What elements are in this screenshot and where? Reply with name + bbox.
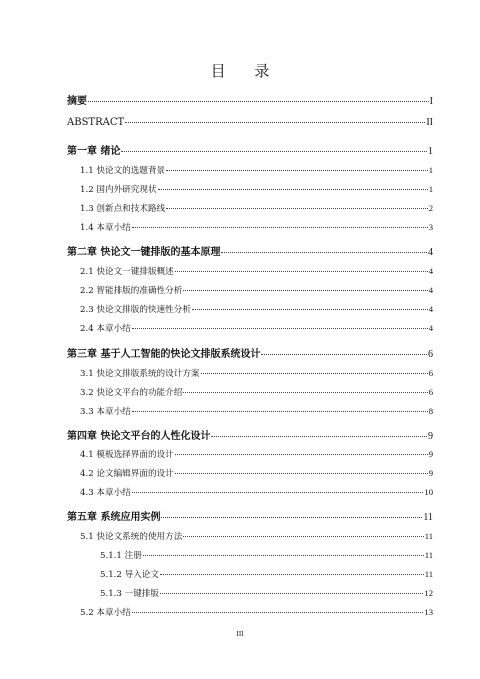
toc-entry-label: 5.1.2 导入论文: [100, 570, 159, 580]
toc-entry[interactable]: [80, 606, 433, 618]
toc-entry[interactable]: [67, 92, 433, 107]
toc-entry-label: 1.3 创新点和技术路线: [80, 204, 166, 214]
toc-entry[interactable]: [67, 243, 433, 258]
toc-entry[interactable]: [80, 221, 433, 233]
dot-leader: [166, 208, 428, 209]
toc-entry-page-number: 4: [428, 247, 433, 258]
toc-entry[interactable]: [80, 202, 433, 214]
dot-leader: [121, 151, 427, 152]
toc-entry[interactable]: [100, 587, 433, 599]
toc-entry-label: 4.2 论文编辑界面的设计: [80, 469, 174, 479]
dot-leader: [175, 271, 428, 272]
toc-entry-page-number: 6: [428, 368, 433, 378]
toc-entry[interactable]: [80, 386, 433, 398]
toc-entry-page-number: 3: [428, 222, 433, 232]
dot-leader: [183, 392, 427, 393]
toc-entry-page-number: 4: [428, 304, 433, 314]
toc-entry-label: 第二章 快论文一键排版的基本原理: [67, 247, 221, 258]
toc-entry-page-number: 11: [424, 550, 433, 560]
toc-entry[interactable]: [80, 164, 433, 176]
dot-leader: [192, 309, 428, 310]
dot-leader: [183, 290, 427, 291]
toc-entry-label: 1.2 国内外研究现状: [80, 185, 157, 195]
dot-leader: [211, 436, 427, 437]
toc-entry[interactable]: [80, 486, 433, 498]
toc-entry-label: 4.3 本章小结: [80, 488, 131, 498]
toc-entry-page-number: 1: [428, 184, 433, 194]
toc-entry[interactable]: [80, 322, 433, 334]
toc-entry[interactable]: [100, 568, 433, 580]
toc-entry-page-number: 8: [428, 406, 433, 416]
toc-entry-label: 2.1 快论文一键排版概述: [80, 267, 174, 277]
toc-entry[interactable]: [67, 142, 433, 157]
dot-leader: [132, 227, 428, 228]
dot-leader: [132, 328, 428, 329]
toc-entry-page-number: 9: [428, 431, 433, 442]
dot-leader: [161, 517, 422, 518]
toc-entry-label: 3.1 快论文排版系统的设计方案: [80, 369, 200, 379]
toc-entry-page-number: 1: [428, 165, 433, 175]
toc-entry[interactable]: [80, 183, 433, 195]
toc-entry-label: 5.1 快论文系统的使用方法: [80, 532, 183, 542]
toc-entry-label: 2.3 快论文排版的快速性分析: [80, 305, 191, 315]
toc-entry[interactable]: [67, 427, 433, 442]
toc-entry[interactable]: [80, 265, 433, 277]
toc-entry-page-number: 11: [423, 512, 433, 523]
toc-entry-label: 第四章 快论文平台的人性化设计: [67, 431, 211, 442]
toc-entry[interactable]: [80, 530, 433, 542]
toc-entry-page-number: 12: [424, 588, 433, 598]
toc-entry-page-number: 6: [428, 349, 433, 360]
toc-entry-label: 2.4 本章小结: [80, 324, 131, 334]
toc-entry[interactable]: [67, 345, 433, 360]
toc-entry[interactable]: [100, 549, 433, 561]
page-title: 目 录: [210, 62, 282, 80]
toc-entry[interactable]: [67, 508, 433, 523]
page-number-footer: III: [236, 630, 244, 638]
toc-entry-label: 5.1.1 注册: [100, 551, 142, 561]
dot-leader: [201, 373, 428, 374]
toc-entry-label: 3.3 本章小结: [80, 407, 131, 417]
toc-entry-label: 5.2 本章小结: [80, 608, 131, 618]
toc-entry[interactable]: [80, 303, 433, 315]
toc-entry-label: ABSTRACT: [67, 117, 125, 128]
toc-entry-label: 1.4 本章小结: [80, 223, 131, 233]
toc-entry-page-number: 4: [428, 323, 433, 333]
toc-entry[interactable]: [80, 448, 433, 460]
toc-entry-label: 第一章 绪论: [67, 146, 121, 157]
toc-entry-label: 4.1 模板选择界面的设计: [80, 450, 174, 460]
toc-entry[interactable]: [80, 367, 433, 379]
toc-entry-page-number: 13: [424, 607, 433, 617]
toc-entry-label: 摘要: [67, 96, 87, 107]
dot-leader: [143, 555, 424, 556]
toc-entry-label: 1.1 快论文的选题背景: [80, 166, 166, 176]
toc-entry-page-number: 11: [424, 531, 433, 541]
dot-leader: [132, 612, 424, 613]
dot-leader: [183, 536, 423, 537]
toc-entry-page-number: II: [426, 117, 433, 128]
dot-leader: [88, 101, 429, 102]
dot-leader: [175, 473, 428, 474]
toc-entry-page-number: 2: [428, 203, 433, 213]
toc-entry-page-number: 4: [428, 285, 433, 295]
toc-entry[interactable]: [67, 117, 433, 128]
toc-entry-page-number: 9: [428, 449, 433, 459]
dot-leader: [160, 593, 423, 594]
toc-entry-page-number: 1: [428, 146, 433, 157]
toc-entry[interactable]: [80, 467, 433, 479]
toc-entry-label: 第五章 系统应用实例: [67, 512, 161, 523]
toc-entry-label: 3.2 快论文平台的功能介绍: [80, 388, 183, 398]
toc-entry-label: 2.2 智能排版的准确性分析: [80, 286, 183, 296]
toc-entry-page-number: 4: [428, 266, 433, 276]
toc-entry-page-number: 10: [424, 487, 433, 497]
toc-entry-label: 5.1.3 一键排版: [100, 589, 159, 599]
dot-leader: [175, 454, 428, 455]
dot-leader: [125, 122, 425, 123]
toc-entry-label: 第三章 基于人工智能的快论文排版系统设计: [67, 349, 261, 360]
dot-leader: [132, 492, 424, 493]
toc-entry-page-number: 6: [428, 387, 433, 397]
toc-entry[interactable]: [80, 284, 433, 296]
dot-leader: [158, 189, 428, 190]
dot-leader: [132, 411, 428, 412]
dot-leader: [261, 354, 427, 355]
toc-entry-page-number: 11: [424, 569, 433, 579]
toc-entry[interactable]: [80, 405, 433, 417]
toc-entry-page-number: 9: [428, 468, 433, 478]
dot-leader: [160, 574, 424, 575]
toc-entry-page-number: I: [429, 96, 433, 107]
dot-leader: [166, 170, 428, 171]
dot-leader: [221, 252, 427, 253]
